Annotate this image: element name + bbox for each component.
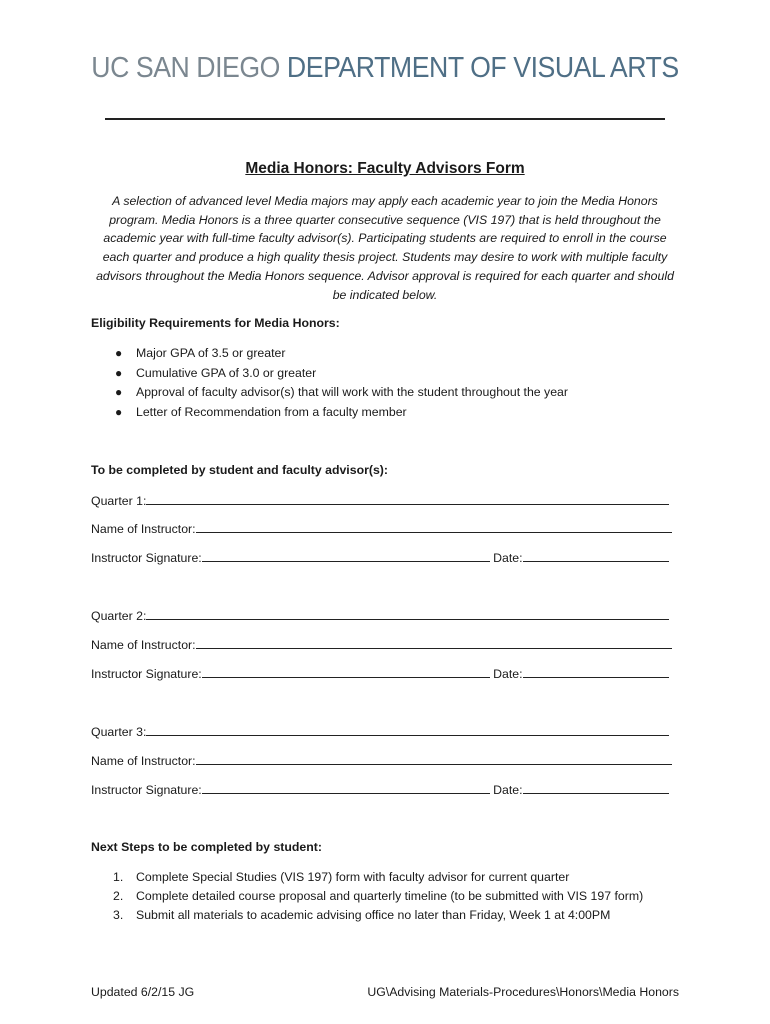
quarter-1-instructor-field[interactable] xyxy=(91,520,672,536)
footer-updated: Updated 6/2/15 JG xyxy=(91,985,195,999)
footer-path: UG\Advising Materials-Procedures\Honors\Media Honors xyxy=(367,985,679,999)
quarter-1-blank[interactable] xyxy=(146,492,669,505)
quarter-1-signature-field[interactable] xyxy=(91,549,669,565)
quarter-1-field[interactable] xyxy=(91,492,669,508)
signature-label: Instructor Signature: xyxy=(91,667,202,681)
instructor-label: Name of Instructor: xyxy=(91,754,196,768)
quarter-1-date-blank[interactable] xyxy=(523,549,669,562)
eligibility-list xyxy=(91,344,568,423)
form-title: Media Honors: Faculty Advisors Form xyxy=(245,160,525,177)
quarter-3-signature-blank[interactable] xyxy=(202,781,490,794)
list-item: ● Letter of Recommendation from a faculty member xyxy=(91,403,568,423)
bullet-icon: ● xyxy=(115,346,123,360)
quarter-3-signature-field[interactable] xyxy=(91,781,669,797)
header-uc-san-diego: UC SAN DIEGO xyxy=(91,52,280,84)
bullet-icon: ● xyxy=(115,385,123,400)
instructor-label: Name of Instructor: xyxy=(91,638,196,652)
list-item: ● Cumulative GPA of 3.0 or greater xyxy=(91,364,568,384)
quarter-label: Quarter 3: xyxy=(91,725,147,739)
quarter-3-instructor-blank[interactable] xyxy=(196,752,672,765)
eligibility-heading: Eligibility Requirements for Media Honors: xyxy=(91,316,340,330)
quarter-2-blank[interactable] xyxy=(146,607,669,620)
bullet-icon: ● xyxy=(115,405,123,420)
instructor-label: Name of Instructor: xyxy=(91,522,196,536)
department-header xyxy=(31,52,739,85)
quarter-label: Quarter 1: xyxy=(91,494,147,508)
quarter-2-field[interactable] xyxy=(91,607,669,623)
date-label: Date: xyxy=(493,551,523,565)
list-item: ● Approval of faculty advisor(s) that will work with the student throughout the year xyxy=(91,383,568,403)
quarter-label: Quarter 2: xyxy=(91,609,147,623)
completion-heading: To be completed by student and faculty advisor(s): xyxy=(91,463,388,477)
quarter-2-instructor-blank[interactable] xyxy=(196,636,672,649)
quarter-2-date-blank[interactable] xyxy=(523,665,669,678)
quarter-2-signature-blank[interactable] xyxy=(202,665,490,678)
list-item: 3. Submit all materials to academic advising office no later than Friday, Week 1 at 4:00PM xyxy=(113,908,611,922)
quarter-3-date-blank[interactable] xyxy=(523,781,669,794)
signature-label: Instructor Signature: xyxy=(91,551,202,565)
list-item: ● Major GPA of 3.5 or greater xyxy=(91,344,568,364)
date-label: Date: xyxy=(493,783,523,797)
date-label: Date: xyxy=(493,667,523,681)
intro-paragraph: A selection of advanced level Media majors may apply each academic year to join the Media Honors program. Media Honors is a three quarter consecutive sequence (VIS 197) that is held throughout the academic year with full-time faculty advisor(s). Participating students are required to enroll in the course each quarter and produce a high quality thesis project. Students may desire to work with multiple faculty advisors throughout the Media Honors sequence. Advisor approval is required for each quarter and should be indicated below. xyxy=(96,194,674,302)
bullet-icon: ● xyxy=(115,365,123,380)
quarter-2-signature-field[interactable] xyxy=(91,665,669,681)
quarter-3-blank[interactable] xyxy=(146,723,669,736)
quarter-3-field[interactable] xyxy=(91,723,669,739)
signature-label: Instructor Signature: xyxy=(91,783,202,797)
header-department: DEPARTMENT OF VISUAL ARTS xyxy=(286,52,679,84)
list-item: 2. Complete detailed course proposal and quarterly timeline (to be submitted with VIS 197 form) xyxy=(113,889,644,903)
next-steps-list xyxy=(91,868,643,925)
header-rule xyxy=(105,118,665,120)
list-item: 1. Complete Special Studies (VIS 197) form with faculty advisor for current quarter xyxy=(113,870,570,884)
quarter-2-instructor-field[interactable] xyxy=(91,636,672,652)
next-steps-heading: Next Steps to be completed by student: xyxy=(91,840,322,854)
quarter-1-signature-blank[interactable] xyxy=(202,549,490,562)
quarter-3-instructor-field[interactable] xyxy=(91,752,672,768)
quarter-1-instructor-blank[interactable] xyxy=(196,520,672,533)
